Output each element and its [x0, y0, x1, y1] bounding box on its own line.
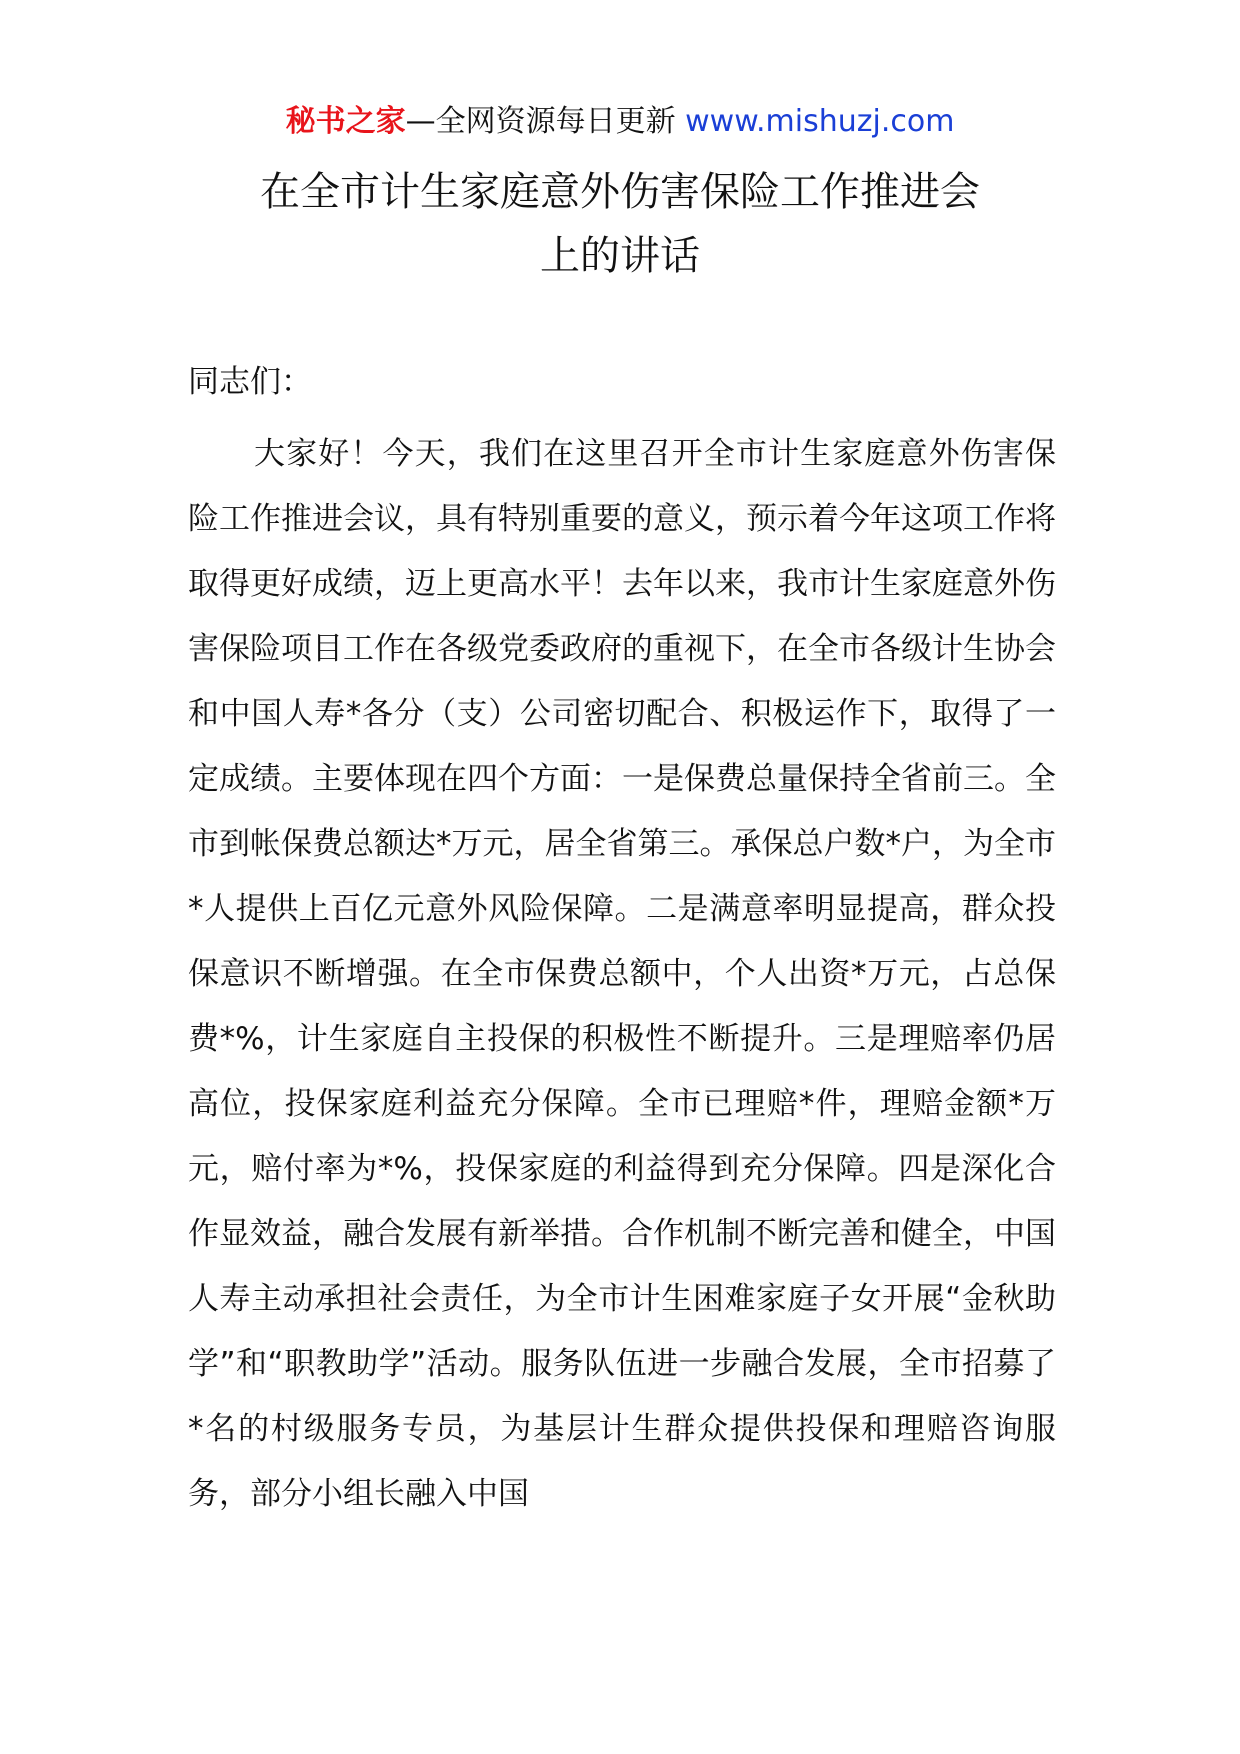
- site-slogan: —全网资源每日更新: [405, 104, 686, 139]
- document-title-line-2: 上的讲话: [540, 233, 700, 279]
- body-paragraph: 大家好！今天，我们在这里召开全市计生家庭意外伤害保险工作推进会议，具有特别重要的意义，预示着今年这项工作将取得更好成绩，迈上更高水平！去年以来，我市计生家庭意外伤害保险项目工作在各级党委政府的重视下，在全市各级计生协会和中国人寿*各分（支）公司密切配合、积极运作下，取得了一定成绩。主要体现在四个方面：一是保费总量保持全省前三。全市到帐保费总额达*万元，居全省第三。承保总户数*户，为全市*人提供上百亿元意外风险保障。二是满意率明显提高，群众投保意识不断增强。在全市保费总额中，个人出资*万元，占总保费*%，计生家庭自主投保的积极性不断提升。三是理赔率仍居高位，投保家庭利益充分保障。全市已理赔*件，理赔金额*万元，赔付率为*%，投保家庭的利益得到充分保障。四是深化合作显效益，融合发展有新举措。合作机制不断完善和健全，中国人寿主动承担社会责任，为全市计生困难家庭子女开展“金秋助学”和“职教助学”活动。服务队伍进一步融合发展，全市招募了*名的村级服务专员，为基层计生群众提供投保和理赔咨询服务，部分小组长融入中国: [188, 436, 1056, 1512]
- site-header: [0, 100, 1240, 144]
- site-brand: 秘书之家: [285, 104, 406, 139]
- document-title: [190, 160, 1050, 288]
- site-url-link[interactable]: www.mishuzj.com: [685, 104, 955, 139]
- salutation: 同志们：: [188, 364, 312, 400]
- document-title-line-1: 在全市计生家庭意外伤害保险工作推进会: [260, 169, 980, 215]
